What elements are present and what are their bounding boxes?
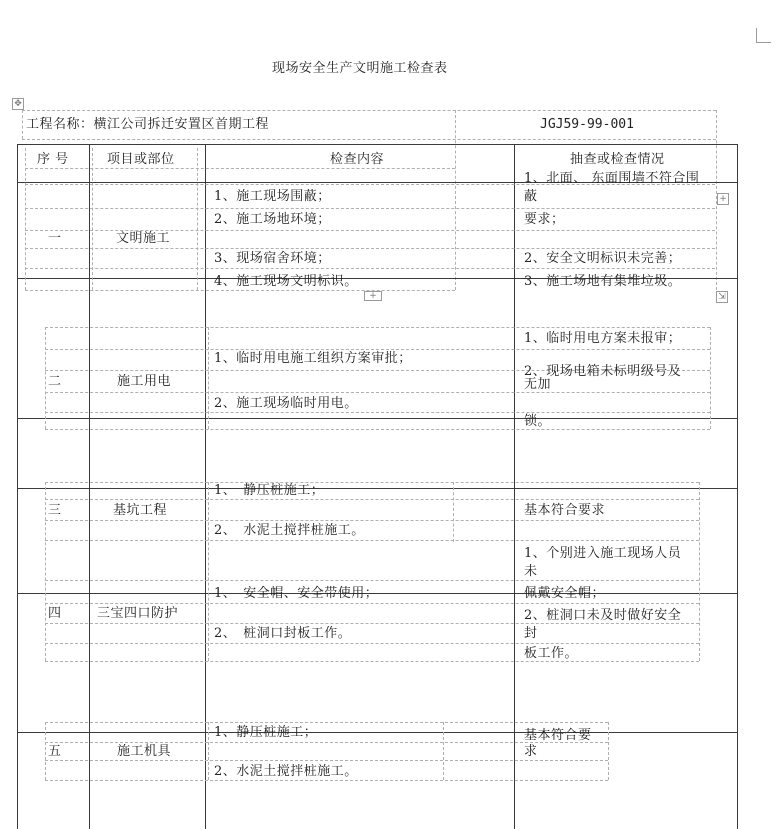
row-4-content-1: 1、 安全帽、安全带使用； — [214, 586, 379, 601]
row-4-result-2: 未 — [524, 564, 538, 579]
document-title: 现场安全生产文明施工检查表 — [272, 61, 448, 76]
row-4-item: 三宝四口防护 — [97, 606, 179, 621]
row-4-result-1: 1、个别进入施工现场人员 — [524, 546, 682, 561]
row-4-result-3: 佩戴安全帽； — [524, 586, 606, 601]
header-item: 项目或部位 — [107, 152, 175, 167]
row-1-content-1: 1、施工现场围蔽； — [214, 189, 331, 204]
row-1-result-5: 3、施工场地有集堆垃圾。 — [524, 274, 682, 289]
row-2-content-1: 1、临时用电施工组织方案审批； — [214, 351, 412, 366]
resize-icon[interactable]: ⇲ — [716, 291, 728, 303]
project-name: 工程名称：横江公司拆迁安置区首期工程 — [26, 117, 270, 132]
row-2-item: 施工用电 — [117, 374, 172, 389]
row-4-no: 四 — [48, 606, 62, 621]
row-2-content-2: 2、施工现场临时用电。 — [214, 396, 358, 411]
row-2-result-1: 1、临时用电方案未报审； — [524, 331, 682, 346]
row-2-result-3: 无加 — [524, 377, 552, 392]
plus-icon[interactable]: + — [717, 193, 729, 205]
row-5-no: 五 — [48, 744, 62, 759]
row-1-result-4: 2、安全文明标识未完善； — [524, 251, 682, 266]
row-2-result-2: 2、现场电箱未标明级号及 — [524, 364, 682, 379]
row-1-result-1: 1、北面、 东面围墙不符合围 — [524, 171, 700, 186]
row-1-item: 文明施工 — [116, 231, 171, 246]
row-3-content-1: 1、 静压桩施工； — [214, 483, 325, 498]
row-1-content-2: 2、施工场地环境； — [214, 212, 331, 227]
row-1-result-2: 蔽 — [524, 189, 538, 204]
row-4-content-2: 2、 桩洞口封板工作。 — [214, 626, 352, 641]
row-4-result-4: 2、桩洞口未及时做好安全 — [524, 608, 682, 623]
row-5-result-1: 基本符合要 — [524, 728, 592, 743]
row-2-no: 二 — [48, 374, 62, 389]
header-content: 检查内容 — [330, 152, 385, 167]
row-1-result-3: 要求； — [524, 212, 565, 227]
move-icon[interactable]: ✥ — [12, 98, 24, 110]
header-result: 抽查或检查情况 — [570, 152, 665, 167]
row-5-content-1: 1、静压桩施工； — [214, 725, 318, 740]
row-2-result-4: 锁。 — [524, 414, 552, 429]
standard-code: JGJ59-99-001 — [540, 117, 634, 132]
header-no: 序 号 — [37, 152, 69, 167]
row-5-content-2: 2、水泥土搅拌桩施工。 — [214, 764, 358, 779]
row-4-result-6: 板工作。 — [524, 646, 579, 661]
row-5-result-2: 求 — [524, 744, 538, 759]
row-3-result-1: 基本符合要求 — [524, 503, 606, 518]
row-1-content-3: 3、现场宿舍环境； — [214, 251, 331, 266]
row-3-content-2: 2、 水泥土搅拌桩施工。 — [214, 523, 365, 538]
row-1-content-4: 4、施工现场文明标识。 — [214, 274, 358, 289]
row-3-no: 三 — [48, 503, 62, 518]
page-corner-mark — [756, 28, 771, 43]
row-5-item: 施工机具 — [117, 744, 172, 759]
row-4-result-5: 封 — [524, 626, 538, 641]
plus-icon[interactable]: + — [364, 291, 382, 301]
row-1-no: 一 — [48, 231, 62, 246]
row-3-item: 基坑工程 — [113, 503, 168, 518]
